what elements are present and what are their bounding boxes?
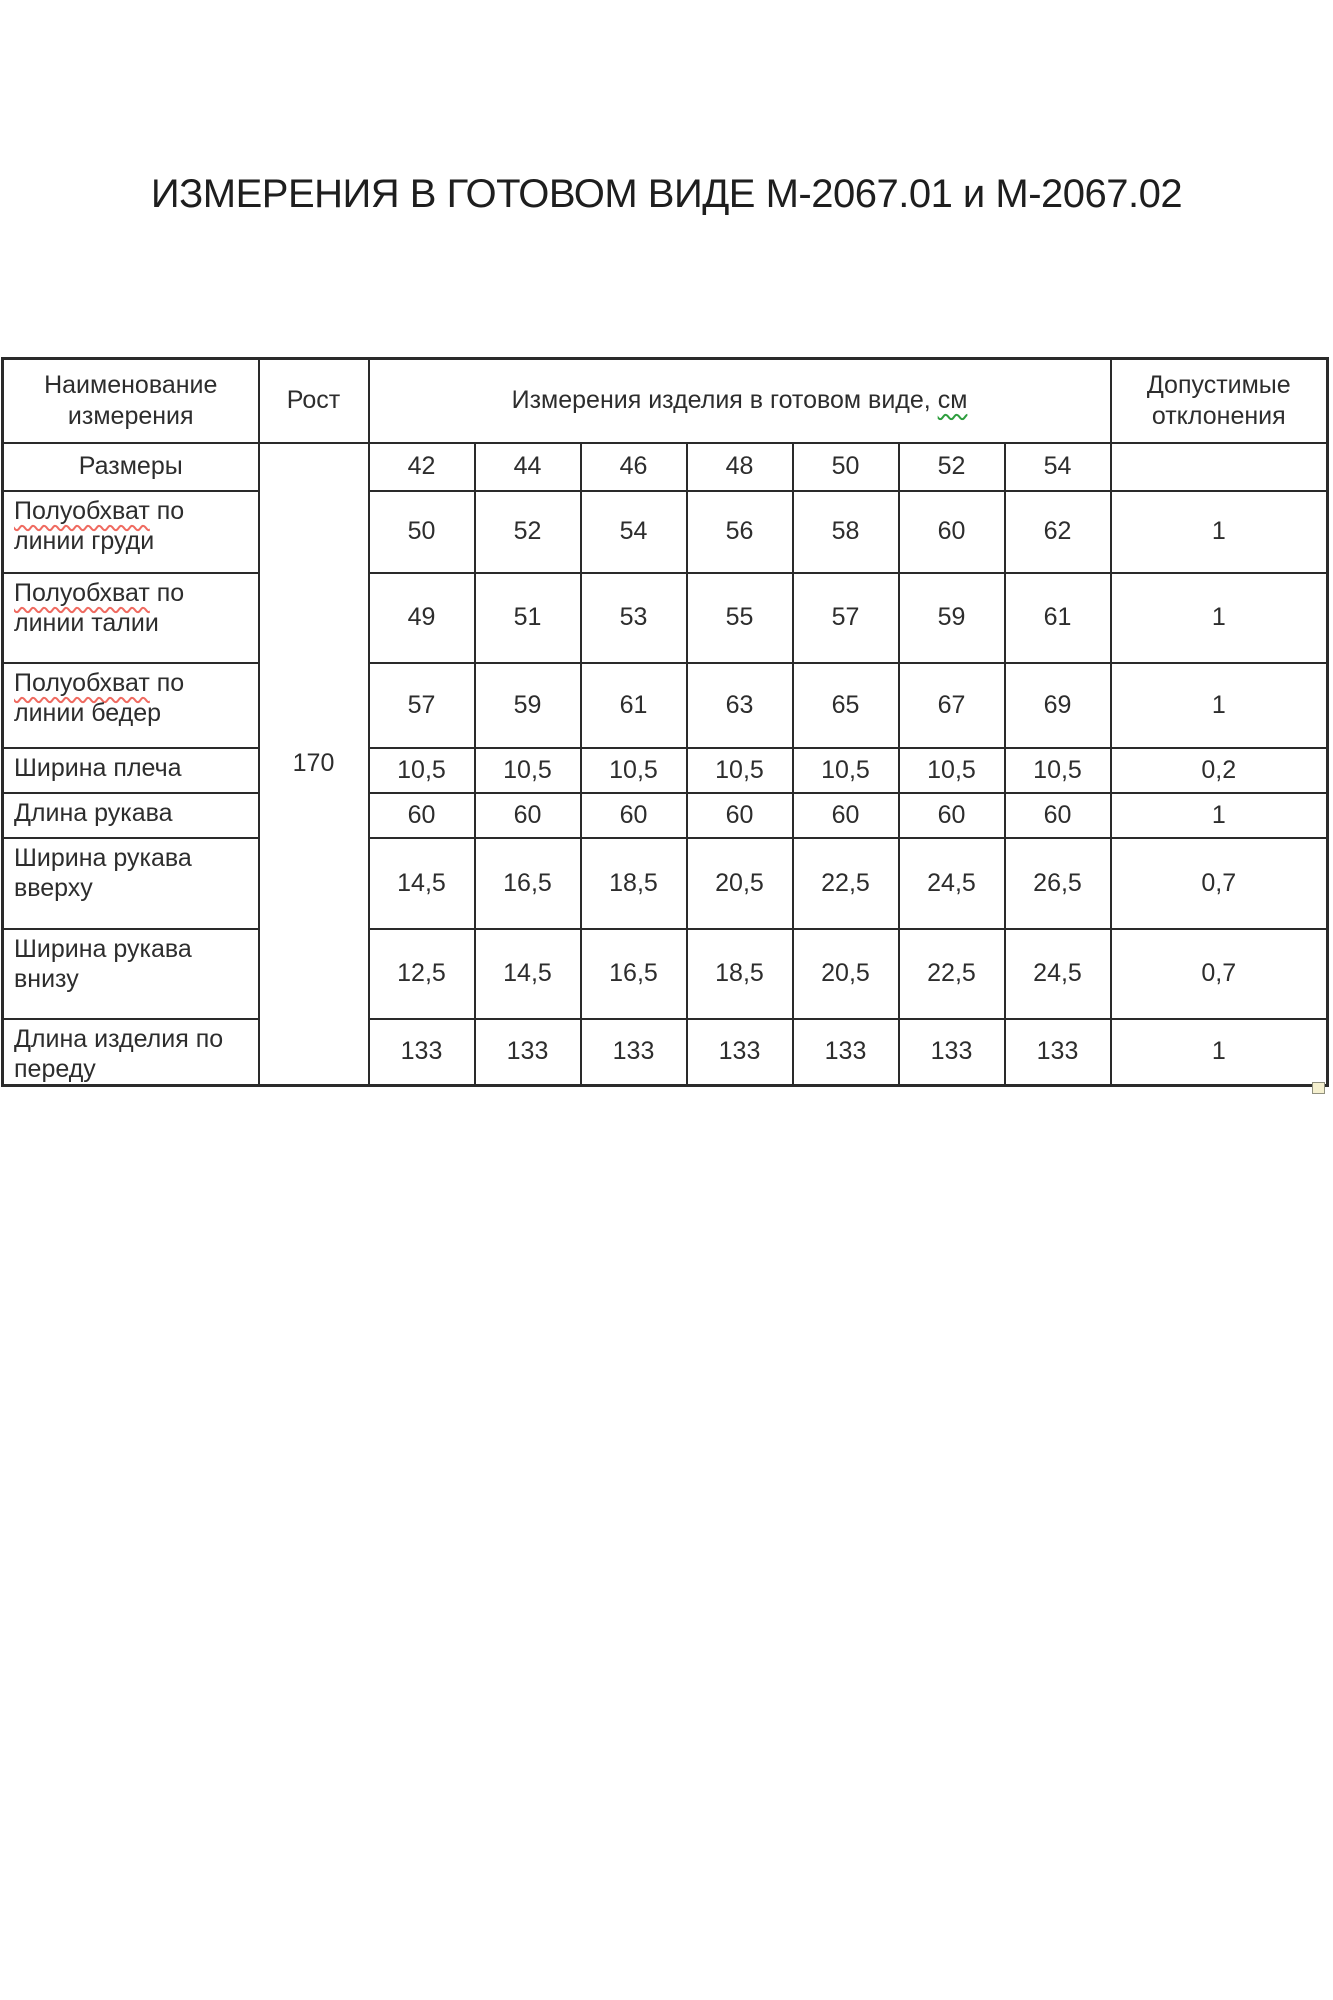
table-row: [3, 793, 1328, 838]
measurement-value-cell: 18,5: [687, 929, 793, 1019]
measurement-value-cell: 60: [581, 793, 687, 838]
measurement-value-cell: 50: [369, 491, 475, 573]
measurement-value-cell: 57: [369, 663, 475, 748]
measurement-value-cell: 60: [1005, 793, 1111, 838]
measurement-value-cell: 10,5: [475, 748, 581, 793]
measurement-value-cell: 52: [475, 491, 581, 573]
tolerance-cell: 1: [1111, 1019, 1328, 1086]
measurement-value-cell: 60: [475, 793, 581, 838]
table-row: [3, 573, 1328, 663]
size-cell: 46: [581, 443, 687, 491]
measurement-name-cell: [3, 793, 259, 838]
measurement-value-cell: 133: [687, 1019, 793, 1086]
measurement-value-cell: 20,5: [687, 838, 793, 929]
measurement-value-cell: 69: [1005, 663, 1111, 748]
tolerance-cell: 0,7: [1111, 838, 1328, 929]
measurement-value-cell: 26,5: [1005, 838, 1111, 929]
measurement-name-line1: Ширина рукава: [14, 843, 192, 872]
measurement-name-line2: линии талии: [14, 608, 159, 637]
measurement-value-cell: 10,5: [581, 748, 687, 793]
measurement-name-cell: [3, 573, 259, 663]
measurement-value-cell: 16,5: [475, 838, 581, 929]
table-row: [3, 491, 1328, 573]
measurement-value-cell: 57: [793, 573, 899, 663]
tolerance-cell: 1: [1111, 573, 1328, 663]
table-row: [3, 838, 1328, 929]
measurement-value-cell: 62: [1005, 491, 1111, 573]
spellchecked-word: Полуобхват: [14, 668, 150, 697]
measurement-name-line2: линии бедер: [14, 698, 162, 727]
tolerance-cell: 1: [1111, 491, 1328, 573]
size-cell: 50: [793, 443, 899, 491]
header-row: [3, 359, 1328, 443]
measurement-value-cell: 10,5: [687, 748, 793, 793]
measurement-value-cell: 16,5: [581, 929, 687, 1019]
measurement-value-cell: 63: [687, 663, 793, 748]
unit-cm-spellchecked: см: [937, 386, 968, 415]
table-resize-handle: [1312, 1082, 1325, 1094]
measurement-value-cell: 133: [581, 1019, 687, 1086]
measurement-name-cell: [3, 491, 259, 573]
spellchecked-word: Полуобхват: [14, 496, 150, 525]
measurements-table: [1, 357, 1329, 1087]
table-row: [3, 748, 1328, 793]
measurement-value-cell: 49: [369, 573, 475, 663]
measurement-name-line2: линии груди: [14, 526, 155, 555]
measurement-value-cell: 10,5: [1005, 748, 1111, 793]
measurement-value-cell: 56: [687, 491, 793, 573]
measurement-value-cell: 60: [899, 491, 1005, 573]
measurement-value-cell: 133: [369, 1019, 475, 1086]
measurement-value-cell: 53: [581, 573, 687, 663]
measurement-value-cell: 60: [687, 793, 793, 838]
size-cell: 44: [475, 443, 581, 491]
tolerance-cell: 0,2: [1111, 748, 1328, 793]
measurement-value-cell: 10,5: [369, 748, 475, 793]
measurement-name-line1: Длина рукава: [14, 798, 173, 827]
header-height: Рост: [259, 359, 369, 443]
header-measurements: Измерения изделия в готовом виде, см: [369, 359, 1111, 443]
size-cell: 42: [369, 443, 475, 491]
measurement-value-cell: 60: [369, 793, 475, 838]
measurement-value-cell: 67: [899, 663, 1005, 748]
tolerance-cell: 0,7: [1111, 929, 1328, 1019]
size-cell: 52: [899, 443, 1005, 491]
measurement-value-cell: 133: [899, 1019, 1005, 1086]
measurement-value-cell: 24,5: [899, 838, 1005, 929]
measurement-value-cell: 60: [793, 793, 899, 838]
measurement-value-cell: 133: [475, 1019, 581, 1086]
tolerance-cell: 1: [1111, 793, 1328, 838]
spellchecked-word: Полуобхват: [14, 578, 150, 607]
height-value-cell: 170: [259, 443, 369, 1086]
measurement-value-cell: 10,5: [899, 748, 1005, 793]
measurement-value-cell: 54: [581, 491, 687, 573]
measurement-value-cell: 14,5: [475, 929, 581, 1019]
measurement-value-cell: 22,5: [899, 929, 1005, 1019]
measurement-name-line2: переду: [14, 1054, 96, 1083]
size-cell: 54: [1005, 443, 1111, 491]
measurement-name-cell: [3, 748, 259, 793]
measurement-name-cell: [3, 1019, 259, 1086]
measurement-value-cell: 133: [793, 1019, 899, 1086]
measurement-value-cell: 65: [793, 663, 899, 748]
measurement-name-line1: Ширина рукава: [14, 934, 192, 963]
measurement-name-line1: Ширина плеча: [14, 753, 182, 782]
document-title: ИЗМЕРЕНИЯ В ГОТОВОМ ВИДЕ М-2067.01 и М-2067.02: [150, 172, 1183, 216]
measurement-value-cell: 60: [899, 793, 1005, 838]
measurement-value-cell: 22,5: [793, 838, 899, 929]
measurement-name-line1: Полуобхват по: [14, 668, 185, 697]
measurement-name-cell: [3, 838, 259, 929]
measurement-value-cell: 20,5: [793, 929, 899, 1019]
measurement-name-cell: [3, 929, 259, 1019]
measurement-value-cell: 133: [1005, 1019, 1111, 1086]
header-tolerance: Допустимые отклонения: [1111, 359, 1328, 443]
sizes-row-label: Размеры: [3, 443, 259, 491]
measurement-value-cell: 14,5: [369, 838, 475, 929]
measurement-value-cell: 51: [475, 573, 581, 663]
measurement-value-cell: 59: [899, 573, 1005, 663]
measurement-name-line2: вверху: [14, 873, 93, 902]
measurement-value-cell: 58: [793, 491, 899, 573]
measurement-value-cell: 55: [687, 573, 793, 663]
measurement-name-line1: Полуобхват по: [14, 578, 185, 607]
measurement-value-cell: 24,5: [1005, 929, 1111, 1019]
measurements-table-container: [1, 357, 1329, 1087]
measurement-value-cell: 61: [1005, 573, 1111, 663]
measurement-value-cell: 10,5: [793, 748, 899, 793]
measurement-value-cell: 12,5: [369, 929, 475, 1019]
header-measurement-name: Наименование измерения: [3, 359, 259, 443]
measurement-value-cell: 61: [581, 663, 687, 748]
measurement-value-cell: 18,5: [581, 838, 687, 929]
table-row: [3, 1019, 1328, 1086]
measurement-name-line1: Полуобхват по: [14, 496, 185, 525]
measurement-value-cell: 59: [475, 663, 581, 748]
table-row: [3, 929, 1328, 1019]
size-cell: 48: [687, 443, 793, 491]
tolerance-empty-cell: [1111, 443, 1328, 491]
measurement-name-line2: внизу: [14, 964, 79, 993]
tolerance-cell: 1: [1111, 663, 1328, 748]
measurement-name-cell: [3, 663, 259, 748]
measurement-name-line1: Длина изделия по: [14, 1024, 224, 1053]
table-row: [3, 663, 1328, 748]
sizes-row: [3, 443, 1328, 491]
